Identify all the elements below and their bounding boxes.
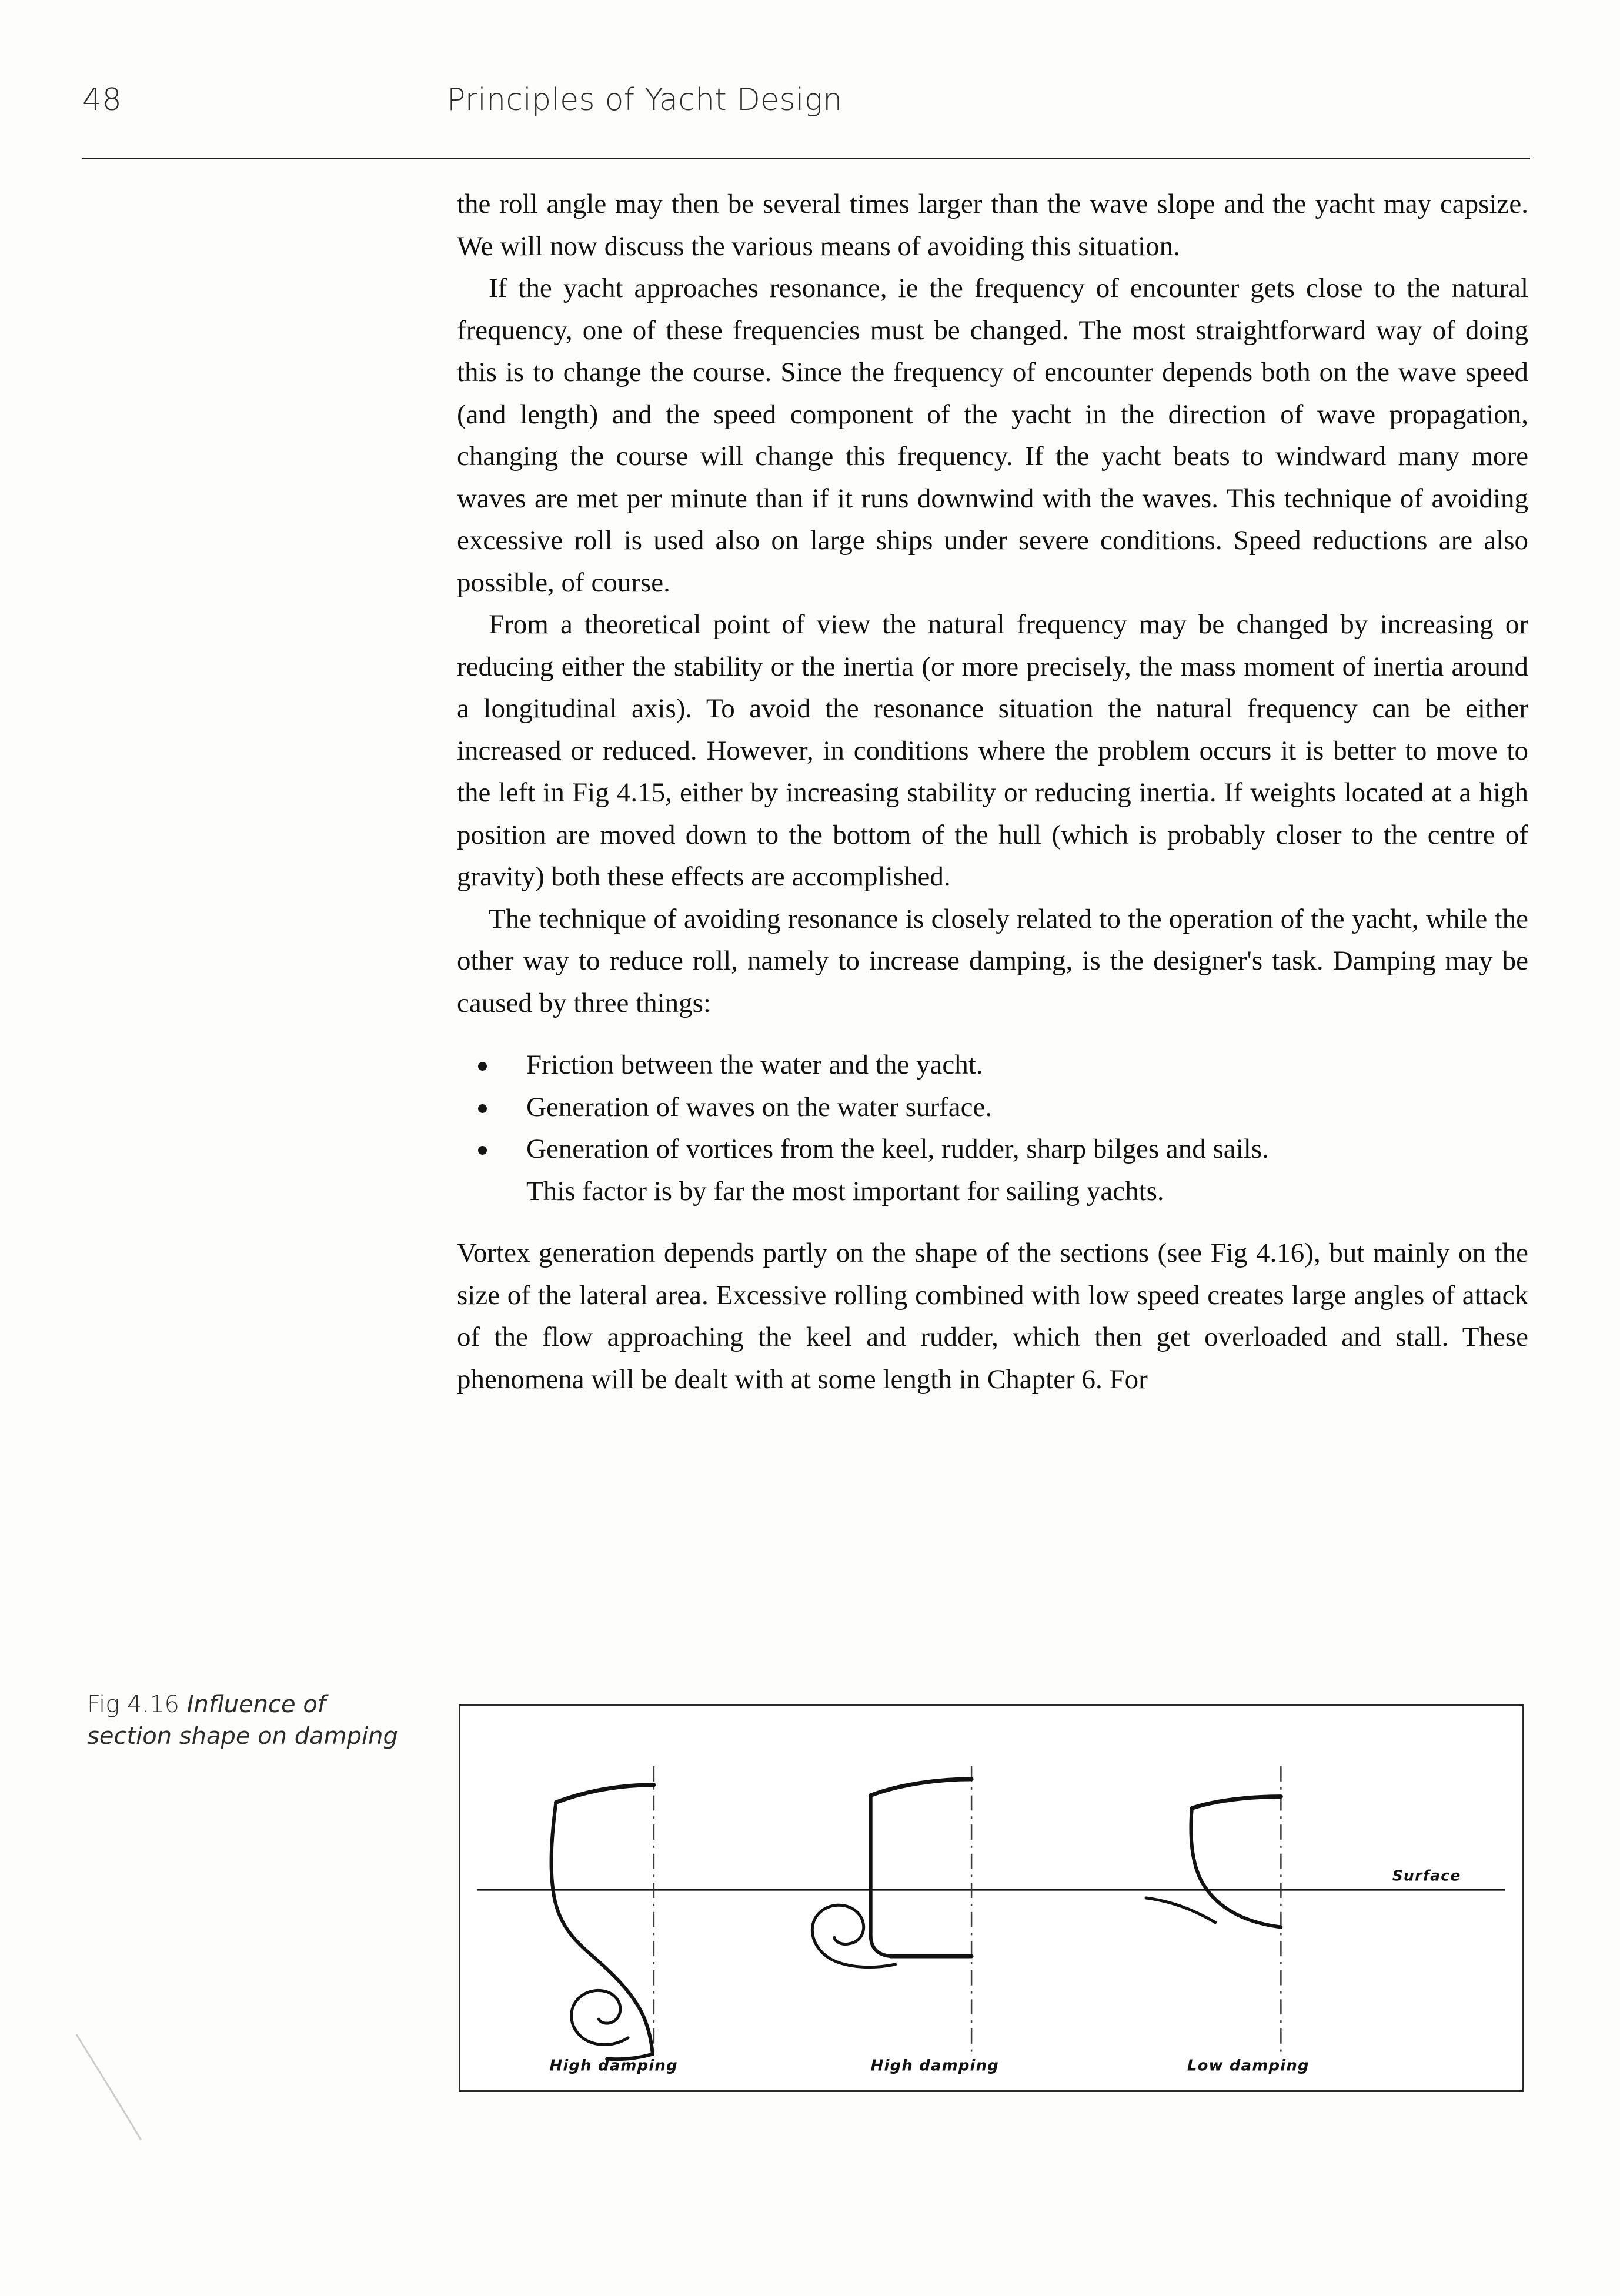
damping-causes-list [457, 1044, 1528, 1212]
bullet-icon [478, 1062, 487, 1071]
paragraph-2: If the yacht approaches resonance, ie the frequency of encounter gets close to the natural frequency, one of these frequencies must be changed. The most straightforward way of doing this is to change the course. Since the frequency of encounter depends both on the wave speed (and length) and the speed component of the yacht in the direction of wave propagation, changing the course will change this frequency. If the yacht beats to windward many more waves are met per minute than if it runs downwind with the waves. This technique of avoiding excessive roll is used also on large ships under severe conditions. Speed reductions are also possible, of course. [457, 273, 1528, 598]
paragraph-3: From a theoretical point of view the natural frequency may be changed by increasing or reducing either the stability or the inertia (or more precisely, the mass moment of inertia around a longitudinal axis). To avoid the resonance situation the natural frequency can be either increased or reduced. However, in conditions where the problem occurs it is better to move to the left in Fig 4.15, either by increasing stability or reducing inertia. If weights located at a high position are moved down to the bottom of the hull (which is probably closer to the centre of gravity) both these effects are accomplished. [457, 609, 1528, 892]
figure-frame [459, 1704, 1524, 2092]
list-item-continuation: This factor is by far the most important for sailing yachts. [526, 1175, 1164, 1207]
figure-diagram [460, 1706, 1522, 2090]
hull-section-3 [1146, 1766, 1281, 2055]
body-text-column [457, 183, 1528, 1401]
section-label-1: High damping [549, 2057, 678, 2075]
scan-artifact [71, 2028, 171, 2146]
bullet-icon [478, 1104, 487, 1113]
header-rule [82, 158, 1530, 159]
hull-section-1 [552, 1766, 654, 2059]
hull-topside-2 [871, 1796, 891, 1956]
section-label-2: High damping [870, 2057, 1000, 2075]
bullet-icon [478, 1146, 487, 1155]
deck-line-1 [556, 1785, 653, 1803]
deck-line-3 [1192, 1797, 1281, 1809]
figure-caption [87, 1689, 416, 1752]
running-title: Principles of Yacht Design [447, 82, 843, 118]
page-number: 48 [82, 82, 122, 118]
section-label-3: Low damping [1187, 2057, 1310, 2075]
hull-section-2 [812, 1766, 971, 2055]
list-item-label: Friction between the water and the yacht. [526, 1050, 983, 1080]
vortex-spiral-1 [572, 1990, 628, 2044]
list-item-label: Generation of waves on the water surface. [526, 1091, 993, 1122]
paragraph-1: the roll angle may then be several times larger than the wave slope and the yacht may capsize. We will now discuss the various means of avoiding this situation. [457, 189, 1528, 262]
deck-line-2 [871, 1779, 971, 1796]
page-header [82, 82, 1529, 147]
list-item [457, 1044, 1528, 1087]
paragraph-5: Vortex generation depends partly on the shape of the sections (see Fig 4.16), but mainly on the size of the lateral area. Excessive rolling combined with low speed creates large angles of attack of the flow approaching the keel and rudder, which then get overloaded and stall. These phenomena will be dealt with at some length in Chapter 6. For [457, 1238, 1528, 1395]
list-item [457, 1087, 1528, 1129]
hull-profile-3 [1191, 1808, 1281, 1927]
vortex-spiral-2 [812, 1905, 895, 1967]
surface-label: Surface [1392, 1867, 1461, 1884]
list-item-label: Generation of vortices from the keel, rudder, sharp bilges and sails. [526, 1134, 1269, 1164]
list-item [457, 1128, 1528, 1212]
figure-caption-number: Fig 4.16 [87, 1691, 187, 1718]
figure-caption-title: Influence of section shape on damping [87, 1691, 398, 1750]
flow-streamline-3 [1146, 1898, 1215, 1923]
hull-profile-1 [552, 1802, 653, 2054]
paragraph-4: The technique of avoiding resonance is closely related to the operation of the yacht, while the other way to reduce roll, namely to increase damping, is the designer's task. Damping may be caused by three things: [457, 903, 1528, 1018]
